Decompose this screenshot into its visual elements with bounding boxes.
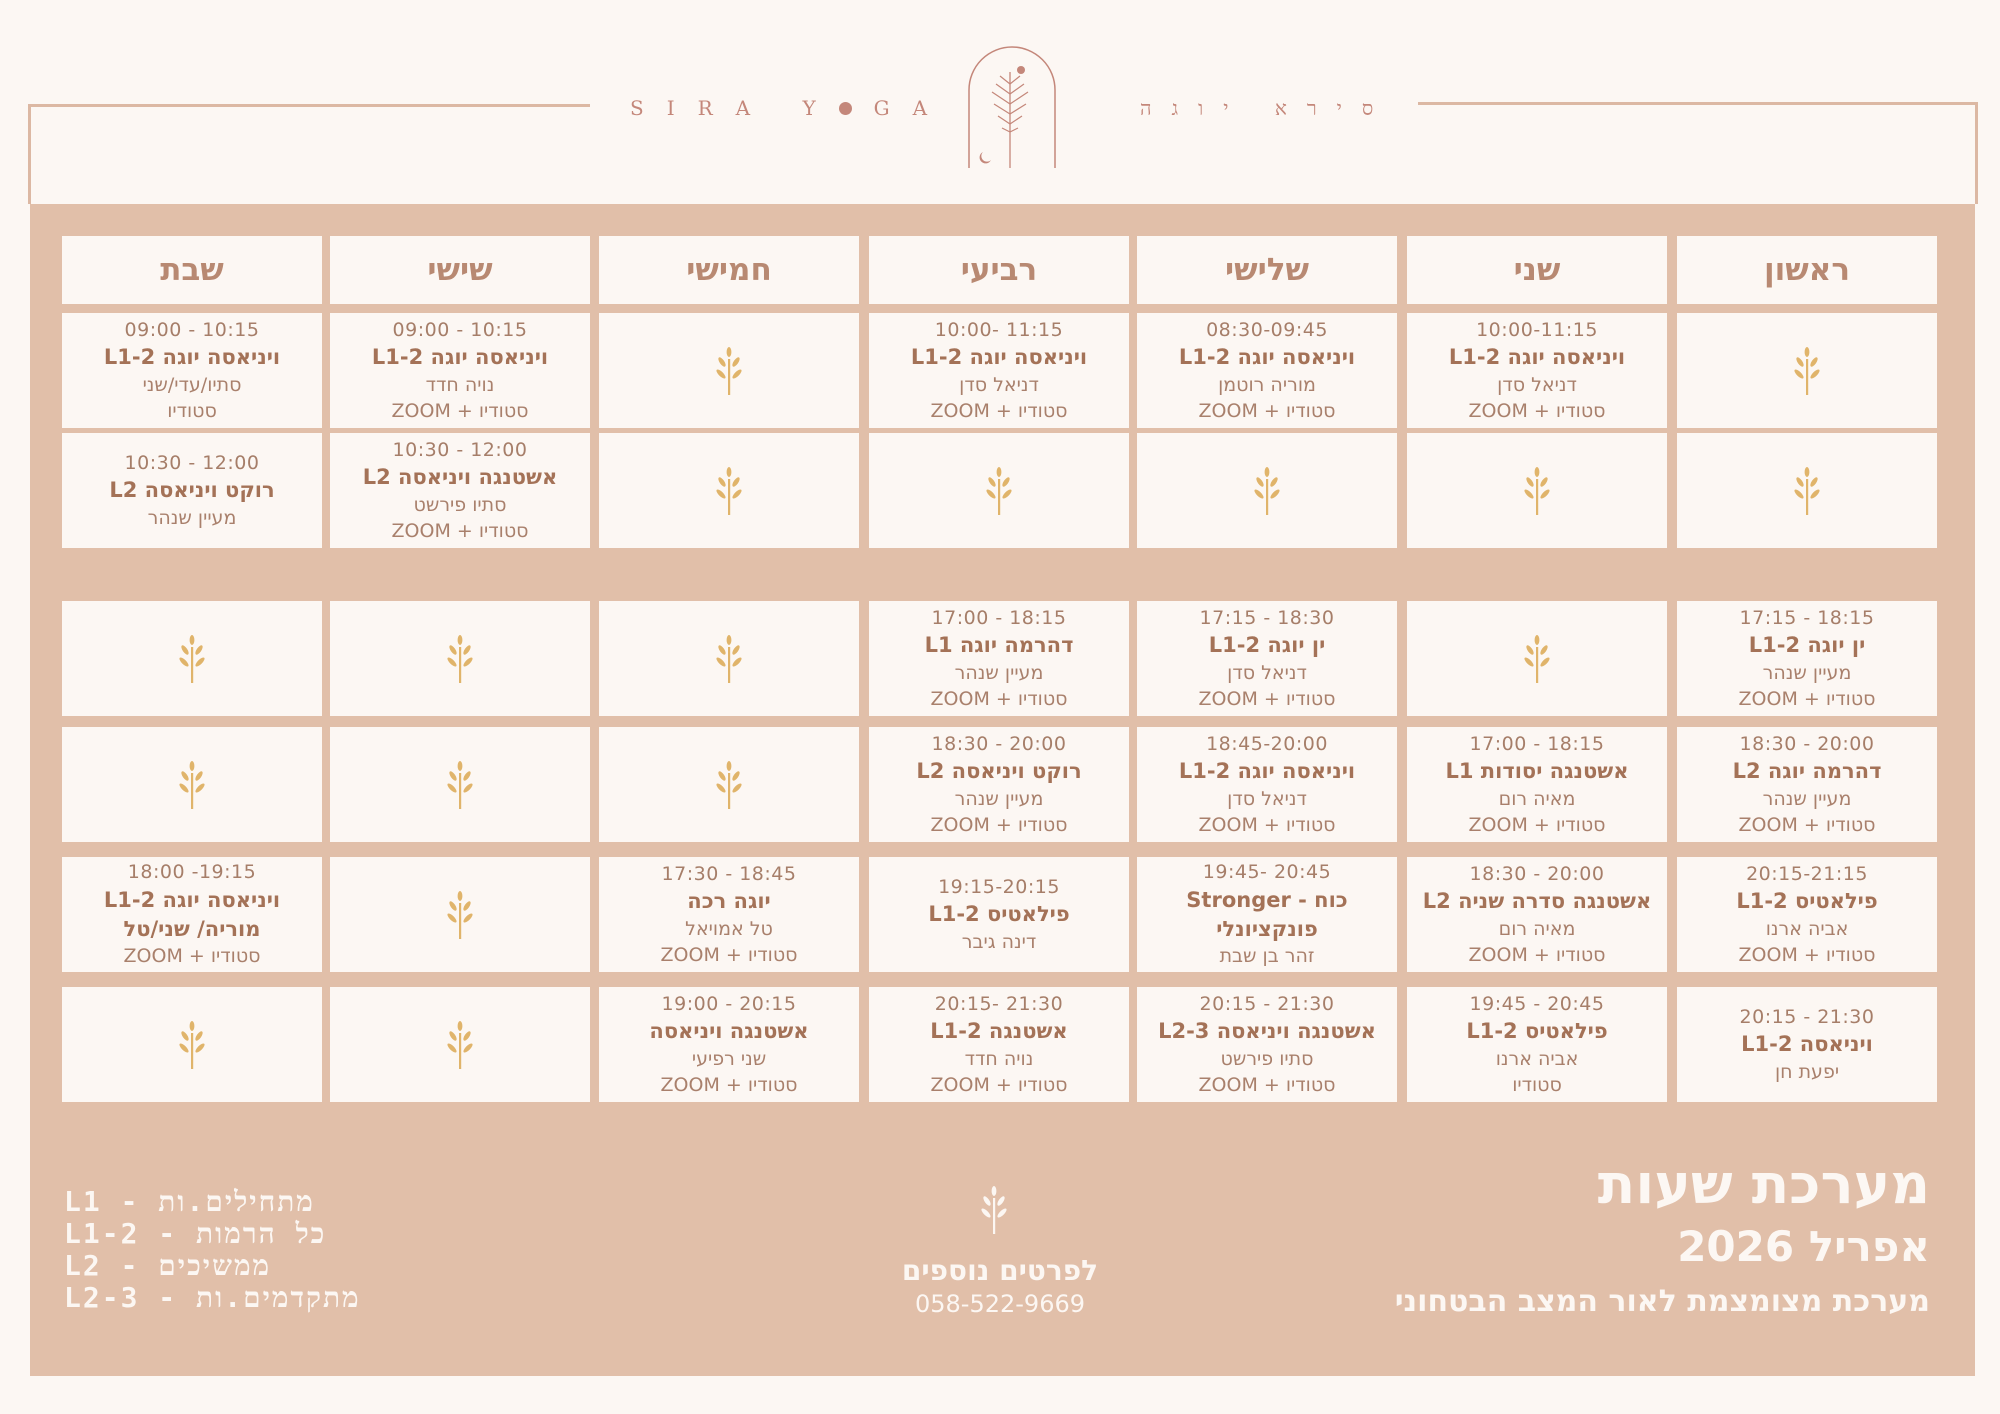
class-teacher: שני רפיעי xyxy=(691,1047,767,1070)
class-time: 17:00 - 18:15 xyxy=(1469,732,1605,755)
header-line-right-drop xyxy=(1975,102,1978,204)
class-location: סטודיו + ZOOM xyxy=(1738,814,1876,837)
class-time: 19:15-20:15 xyxy=(938,875,1060,898)
class-cell[interactable] xyxy=(330,433,590,548)
leaf-icon xyxy=(179,635,205,683)
empty-cell xyxy=(62,987,322,1102)
day-header xyxy=(330,236,590,304)
class-cell[interactable] xyxy=(1407,987,1667,1102)
class-time: 10:00-11:15 xyxy=(1476,318,1598,341)
contact-phone[interactable]: 058-522-9669 xyxy=(914,1290,1085,1318)
class-teacher: מעיין שנהר xyxy=(1762,661,1852,684)
class-cell[interactable] xyxy=(1407,727,1667,842)
class-time: 18:30 - 20:00 xyxy=(1739,732,1875,755)
class-title: ין יוגה L1-2 xyxy=(1748,632,1866,657)
class-location: סטודיו + ZOOM xyxy=(123,945,261,968)
class-cell[interactable] xyxy=(869,987,1129,1102)
day-header xyxy=(869,236,1129,304)
class-teacher: מעיין שנהר xyxy=(1762,787,1852,810)
class-teacher: סתיו פירשט xyxy=(413,493,507,516)
empty-cell xyxy=(62,601,322,716)
leaf-icon xyxy=(716,761,742,809)
class-location: סטודיו + ZOOM xyxy=(1468,944,1606,967)
class-title: ויניאסה יוגה L1-2 xyxy=(371,344,549,369)
class-time: 19:00 - 20:15 xyxy=(661,992,797,1015)
class-cell[interactable] xyxy=(62,857,322,972)
class-teacher: דניאל סדן xyxy=(1497,373,1577,396)
class-cell[interactable] xyxy=(1137,987,1397,1102)
class-title: אשטנגה יסודות L1 xyxy=(1445,758,1629,783)
class-location: סטודיו + ZOOM xyxy=(930,1074,1068,1097)
class-cell[interactable] xyxy=(1137,727,1397,842)
class-title: פילאטיס L1-2 xyxy=(1466,1018,1608,1043)
legend-item: L1-2 - כל הרמות xyxy=(64,1217,327,1250)
class-title: ויניאסה יוגה L1-2 xyxy=(1448,344,1626,369)
class-cell[interactable] xyxy=(599,987,859,1102)
class-title: ויניאסה יוגה L1-2 xyxy=(1178,344,1356,369)
empty-cell xyxy=(1407,433,1667,548)
class-teacher: טל אמויאל xyxy=(685,917,773,940)
class-title: דהרמה יוגה L1 xyxy=(924,632,1074,657)
class-title: יוגה רכה xyxy=(687,888,771,913)
logo-icon xyxy=(966,44,1058,170)
brand-english: SIRA Y GA xyxy=(630,96,951,120)
class-location: סטודיו + ZOOM xyxy=(1738,688,1876,711)
leaf-icon xyxy=(716,467,742,515)
class-teacher: דניאל סדן xyxy=(1227,787,1307,810)
class-location: סטודיו + ZOOM xyxy=(930,814,1068,837)
class-title: כוח - Stronger xyxy=(1186,887,1348,912)
class-title: אשטנגה סדרה שניה L2 xyxy=(1422,888,1652,913)
class-cell[interactable] xyxy=(869,727,1129,842)
header-line-left-drop xyxy=(28,104,31,204)
class-location: סטודיו + ZOOM xyxy=(660,1074,798,1097)
class-time: 19:45- 20:45 xyxy=(1202,861,1332,884)
class-teacher: סתיו פירשט xyxy=(1220,1047,1314,1070)
empty-cell xyxy=(330,601,590,716)
class-time: 20:15 - 21:30 xyxy=(1739,1005,1875,1028)
leaf-icon xyxy=(716,347,742,395)
footer-month: אפריל 2026 xyxy=(1677,1222,1930,1271)
class-time: 08:30-09:45 xyxy=(1206,318,1328,341)
class-time: 19:45 - 20:45 xyxy=(1469,992,1605,1015)
class-time: 09:00 - 10:15 xyxy=(392,318,528,341)
class-title: רוקט ויניאסה L2 xyxy=(109,478,275,503)
class-cell[interactable] xyxy=(1677,987,1937,1102)
class-cell[interactable] xyxy=(599,857,859,972)
class-time: 20:15 - 21:30 xyxy=(1199,992,1335,1015)
class-cell[interactable] xyxy=(330,313,590,428)
day-label: ראשון xyxy=(1763,251,1851,288)
day-label: רביעי xyxy=(960,251,1038,288)
class-title: פילאטיס L1-2 xyxy=(1736,888,1878,913)
empty-cell xyxy=(1677,313,1937,428)
class-title: דהרמה יוגה L2 xyxy=(1732,758,1882,783)
day-header xyxy=(1407,236,1667,304)
class-cell[interactable] xyxy=(62,313,322,428)
leaf-icon xyxy=(447,761,473,809)
class-location: סטודיו + ZOOM xyxy=(391,400,529,423)
class-cell[interactable] xyxy=(1137,313,1397,428)
class-time: 17:15 - 18:15 xyxy=(1739,606,1875,629)
leaf-icon xyxy=(447,1021,473,1069)
class-cell[interactable] xyxy=(869,313,1129,428)
class-cell[interactable] xyxy=(1677,857,1937,972)
footer-leaf-icon xyxy=(981,1186,1007,1234)
class-teacher: מאיה רום xyxy=(1498,917,1576,940)
class-title: ויניאסה יוגה L1-2 xyxy=(1178,758,1356,783)
class-title-line2: מוריה/ שני/טל xyxy=(123,916,261,941)
class-time: 20:15-21:15 xyxy=(1746,862,1868,885)
class-time: 18:30 - 20:00 xyxy=(1469,862,1605,885)
class-location: סטודיו + ZOOM xyxy=(1198,400,1336,423)
class-time: 18:30 - 20:00 xyxy=(931,732,1067,755)
class-title: ויניאסה יוגה L1-2 xyxy=(910,344,1088,369)
day-header xyxy=(1677,236,1937,304)
leaf-icon xyxy=(179,761,205,809)
class-teacher: נויה חדד xyxy=(425,373,495,396)
day-header xyxy=(1137,236,1397,304)
class-location: סטודיו + ZOOM xyxy=(1198,1074,1336,1097)
class-teacher: מעיין שנהר xyxy=(954,661,1044,684)
class-cell[interactable] xyxy=(1137,601,1397,716)
day-label: חמישי xyxy=(686,251,772,288)
class-cell[interactable] xyxy=(1407,857,1667,972)
class-time: 10:30 - 12:00 xyxy=(392,438,528,461)
class-time: 17:30 - 18:45 xyxy=(661,862,797,885)
class-title: אשטנגה ויניאסה L2-3 xyxy=(1158,1018,1376,1043)
class-title: אשטנגה L1-2 xyxy=(930,1018,1068,1043)
class-location: סטודיו xyxy=(167,400,217,423)
class-location: סטודיו + ZOOM xyxy=(1468,814,1606,837)
day-label: שני xyxy=(1513,251,1561,288)
class-teacher: דינה גיבר xyxy=(961,930,1037,953)
empty-cell xyxy=(869,433,1129,548)
class-title: אשטנגה ויניאסה xyxy=(649,1018,809,1043)
class-title: ויניאסה L1-2 xyxy=(1741,1032,1873,1057)
levels-legend xyxy=(64,1186,361,1314)
contact-label: לפרטים נוספים xyxy=(901,1254,1099,1287)
class-teacher: אביה ארנו xyxy=(1765,917,1849,940)
empty-cell xyxy=(330,987,590,1102)
brand-dot xyxy=(839,102,852,115)
class-cell[interactable] xyxy=(869,601,1129,716)
empty-cell xyxy=(599,313,859,428)
class-time: 09:00 - 10:15 xyxy=(124,318,260,341)
class-teacher: זהר בן שבת xyxy=(1219,945,1315,968)
class-teacher: מאיה רום xyxy=(1498,787,1576,810)
class-location: סטודיו + ZOOM xyxy=(1198,814,1336,837)
empty-cell xyxy=(599,433,859,548)
empty-cell xyxy=(330,857,590,972)
leaf-icon xyxy=(986,467,1012,515)
header-line-right xyxy=(1418,102,1978,105)
class-location: סטודיו + ZOOM xyxy=(391,520,529,543)
class-location: סטודיו + ZOOM xyxy=(1468,400,1606,423)
legend-item: L2-3 - מתקדמים.ות xyxy=(64,1281,361,1314)
legend-item: L2 - ממשיכים xyxy=(64,1249,272,1282)
class-location: סטודיו + ZOOM xyxy=(1738,944,1876,967)
class-time: 10:00- 11:15 xyxy=(934,318,1064,341)
brand-hebrew: סירא יוגה xyxy=(1140,96,1394,120)
class-title: רוקט ויניאסה L2 xyxy=(916,758,1082,783)
leaf-icon xyxy=(716,635,742,683)
empty-cell xyxy=(599,601,859,716)
class-time: 18:45-20:00 xyxy=(1206,732,1328,755)
class-title-line2: פונקציונלי xyxy=(1216,916,1318,941)
header-line-left xyxy=(28,104,590,107)
class-location: סטודיו + ZOOM xyxy=(930,688,1068,711)
class-title: אשטנגה ויניאסה L2 xyxy=(362,464,558,489)
class-cell[interactable] xyxy=(1137,857,1397,972)
class-time: 20:15- 21:30 xyxy=(934,992,1064,1015)
class-time: 18:00 -19:15 xyxy=(127,861,257,884)
leaf-icon xyxy=(1794,347,1820,395)
class-teacher: נויה חדד xyxy=(964,1047,1034,1070)
leaf-icon xyxy=(1524,635,1550,683)
class-cell[interactable] xyxy=(869,857,1129,972)
class-location: סטודיו + ZOOM xyxy=(1198,688,1336,711)
leaf-icon xyxy=(1794,467,1820,515)
class-location: סטודיו + ZOOM xyxy=(660,944,798,967)
leaf-icon xyxy=(1254,467,1280,515)
class-title: ין יוגה L1-2 xyxy=(1208,632,1326,657)
empty-cell xyxy=(330,727,590,842)
empty-cell xyxy=(62,727,322,842)
legend-item: L1 - מתחילים.ות xyxy=(64,1185,315,1218)
class-teacher: יפעת חן xyxy=(1774,1060,1840,1083)
day-label: שלישי xyxy=(1224,251,1310,288)
class-teacher: דניאל סדן xyxy=(1227,661,1307,684)
day-label: שבת xyxy=(160,251,224,288)
class-teacher: מעיין שנהר xyxy=(954,787,1044,810)
leaf-icon xyxy=(179,1021,205,1069)
leaf-icon xyxy=(447,635,473,683)
empty-cell xyxy=(599,727,859,842)
class-location: סטודיו + ZOOM xyxy=(930,400,1068,423)
class-time: 17:00 - 18:15 xyxy=(931,606,1067,629)
class-teacher: מעיין שנהר xyxy=(147,506,237,529)
class-time: 10:30 - 12:00 xyxy=(124,451,260,474)
class-location: סטודיו xyxy=(1512,1074,1562,1097)
empty-cell xyxy=(1407,601,1667,716)
class-cell[interactable] xyxy=(1677,601,1937,716)
class-title: ויניאסה יוגה L1-2 xyxy=(103,344,281,369)
empty-cell xyxy=(1677,433,1937,548)
day-header xyxy=(599,236,859,304)
class-teacher: אביה ארנו xyxy=(1495,1047,1579,1070)
class-cell[interactable] xyxy=(1677,727,1937,842)
class-teacher: דניאל סדן xyxy=(959,373,1039,396)
class-teacher: מוריה רוטמן xyxy=(1218,373,1316,396)
class-time: 17:15 - 18:30 xyxy=(1199,606,1335,629)
day-label: שישי xyxy=(427,251,493,288)
footer-note: מערכת מצומצמת לאור המצב הבטחוני xyxy=(1394,1284,1930,1319)
empty-cell xyxy=(1137,433,1397,548)
class-title: ויניאסה יוגה L1-2 xyxy=(103,887,281,912)
class-cell[interactable] xyxy=(62,433,322,548)
class-cell[interactable] xyxy=(1407,313,1667,428)
leaf-icon xyxy=(447,891,473,939)
class-title: פילאטיס L1-2 xyxy=(928,902,1070,927)
leaf-icon xyxy=(1524,467,1550,515)
day-header xyxy=(62,236,322,304)
footer-title: מערכת שעות xyxy=(1597,1152,1930,1216)
class-teacher: סתיו/עדי/שני xyxy=(142,373,242,396)
